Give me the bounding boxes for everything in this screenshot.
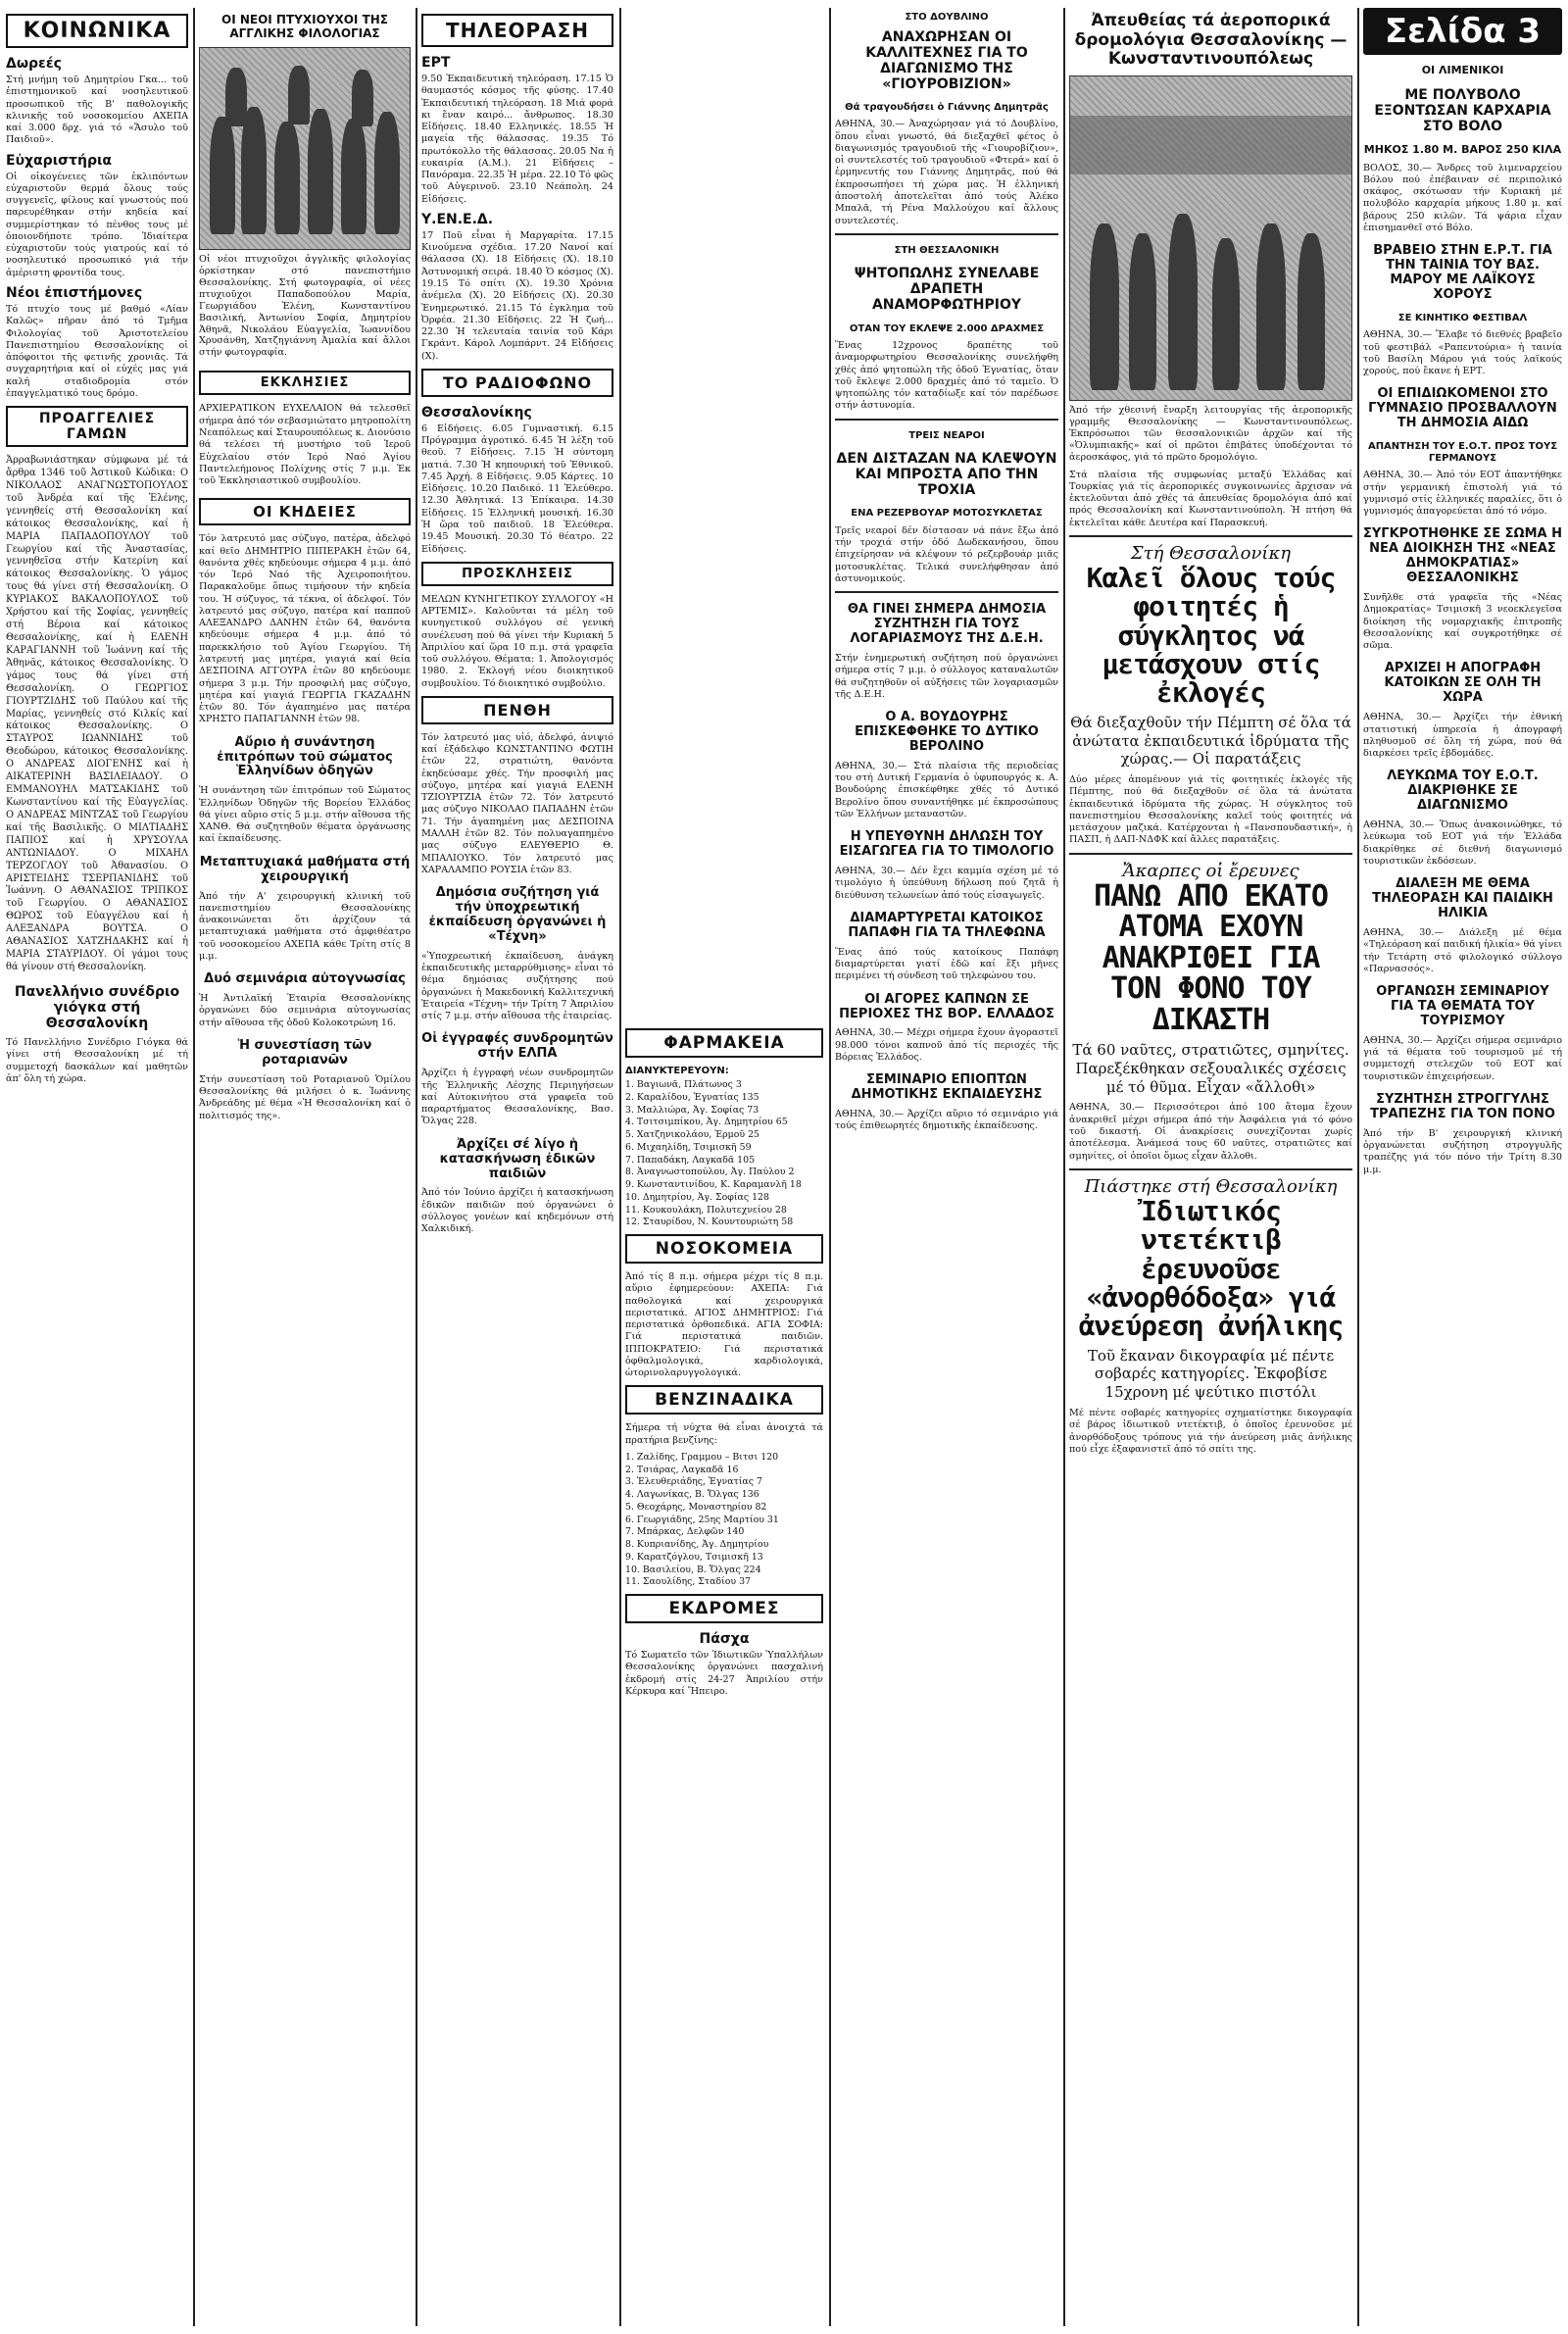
list-item: 6. Μιχαηλίδη, Τσιμισκῆ 59 — [625, 1141, 752, 1153]
students-subhead: Θά διεξαχθοῦν τήν Πέμπτη σέ ὅλα τά ἀνώτατα ἐκπαιδευτικά ἱδρύματα τῆς χώρας.— Οἱ παρατάξεις — [1070, 713, 1351, 769]
list-item: 8. Κυπριανίδης, Ἀγ. Δημητρίου — [625, 1539, 769, 1551]
tourism-text: ΑΘΗΝΑ, 30.— Ἀρχίζει σήμερα σεμινάριο γιά τά θέματα τοῦ τουρισμοῦ μέ τή συμμετοχή στελεχῶν τοῦ ΕΟΤ καί τουριστικῶν ἐπιχειρήσεων. — [1363, 1034, 1562, 1082]
tourism-headline: ΟΡΓΑΝΩΣΗ ΣΕΜΙΝΑΡΙΟΥ ΓΙΑ ΤΑ ΘΕΜΑΤΑ ΤΟΥ ΤΟΥΡΙΣΜΟΥ — [1376, 984, 1549, 1028]
surgery-text: Ἀπό τήν Α' χειρουργική κλινική τοῦ πανεπιστημίου Θεσσαλονίκης ἀνακοινώνεται ὅτι ἀρχίζουν τά μεταπτυχιακά μαθήματα στό ἀμφιθέατρο τοῦ νοσοκομείου ΑΧΕΠΑ κάθε Τρίτη στίς 8 μ.μ. — [199, 890, 411, 962]
students-text: Δύο μέρες ἀπομένουν γιά τίς φοιτητικές ἐκλογές τῆς Πέμπτης, πού θά διεξαχθοῦν σέ ὅλα τά ἀνώτατα ἐκπαιδευτικά ἱδρύματα τῆς χώρας. Ἡ σύγκλητος τοῦ πανεπιστημίου Θεσσαλονίκης καλεῖ τούς φοιτητές νά μετάσχουν μαζικά. Κατέρχονται ἡ «Πανσπουδαστική», ἡ ΠΑΣΠ, ἡ ΔΑΠ-ΝΔΦΚ καί ἄλλες παρατάξεις. — [1069, 774, 1352, 846]
section-title-pharmacies: ΦΑΡΜΑΚΕΙΑ — [625, 1028, 823, 1058]
list-item: 2. Καραλίδου, Ἐγνατίας 135 — [625, 1091, 760, 1103]
berlin-text: ΑΘΗΝΑ, 30.— Στά πλαίσια τῆς περιοδείας του στή Δυτική Γερμανία ὁ ὑφυπουργός κ. Α. Βουδούρης ἐπισκέφθηκε χθές τό Δυτικό Βερολίνο ὅπου συναντήθηκε μέ ἐκπροσώπους τῶν Ἑλλήνων μεταναστῶν. — [835, 760, 1058, 819]
yoga-headline: Πανελλήνιο συνέδριο γιόγκα στή Θεσσαλονίκη — [14, 983, 180, 1032]
detective-headline: Ἰδιωτικός ντετέκτιβ ἐρευνοῦσε «ἀνορθόδοξα» γιά ἀνεύρεση ἀνήλικης — [1078, 1194, 1344, 1343]
donations-text: Στή μνήμη τοῦ Δημητρίου Γκα... τοῦ ἐπιστημονικοῦ καί νοσηλευτικοῦ προσωπικοῦ τῆς Β' παθολογικῆς κλινικῆς τοῦ νοσοκομείου ΑΧΕΠΑ καί 3.000 δρχ. γιά τό «Ἄσυλο τοῦ Παιδιοῦ». — [6, 74, 188, 146]
yened-label: Υ.ΕΝ.Ε.Δ. — [421, 211, 494, 227]
column-rule — [416, 8, 417, 2326]
shark-size: ΜΗΚΟΣ 1.80 Μ. ΒΑΡΟΣ 250 ΚΙΛΑ — [1363, 142, 1562, 156]
list-item: 11. Σαουλίδης, Σταδίου 37 — [625, 1576, 751, 1588]
phones-headline: ΔΙΑΜΑΡΤΥΡΕΤΑΙ ΚΑΤΟΙΚΟΣ ΠΑΠΑΦΗ ΓΙΑ ΤΑ ΤΗΛΕΦΩΝΑ — [848, 910, 1046, 940]
inspectors-text: ΑΘΗΝΑ, 30.— Ἀρχίζει αὔριο τό σεμινάριο γιά τούς ἐπιθεωρητές δημοτικῆς ἐκπαίδευσης. — [835, 1109, 1058, 1132]
census-text: ΑΘΗΝΑ, 30.— Ἀρχίζει τήν ἐθνική στατιστική ὑπηρεσία ἡ ἀπογραφή πληθυσμοῦ σέ ὅλη τή χώρα, πού θά διαρκέσει τρεῖς ἑβδομάδες. — [1363, 712, 1562, 760]
nudism-headline: ΟΙ ΕΠΙΔΙΩΚΟΜΕΝΟΙ ΣΤΟ ΓΥΜΝΑΣΙΟ ΠΡΟΣΒΑΛΛΟΥΝ ΤΗ ΔΗΜΟΣΙΑ ΑΙΔΩ — [1368, 386, 1557, 431]
list-item: 8. Ἀναγνωστοπούλου, Ἀγ. Παύλου 2 — [625, 1167, 795, 1178]
weddings-text: Ἀρραβωνιάστηκαν σύμφωνα μέ τά ἄρθρα 1346 τοῦ Ἀστικοῦ Κώδικα: Ο ΝΙΚΟΛΑΟΣ ΑΝΑΓΝΩΣΤΟΠΟΥΛΟΣ τοῦ Ἀνδρέα καί τῆς Ἑλένης, γεννηθείς στή Θεσσαλονίκη καί κάτοικος Θεσσαλονίκης, καί ἡ ΜΑΡΙΑ ΠΑΠΑΔΟΠΟΥΛΟΥ τοῦ Γεωργίου καί τῆς Ἀναστασίας, γεννηθεῖσα στήν Κατερίνη καί κάτοικος Θεσσαλονίκης. Ὁ γάμος τους θά γίνει στή Θεσσαλονίκη. Ο ΚΥΡΙΑΚΟΣ ΒΑΚΑΛΟΠΟΥΛΟΣ τοῦ Χρήστου καί τῆς Σοφίας, γεννηθείς στή Βέροια καί κάτοικος Θεσσαλονίκης, καί ἡ ΕΛΕΝΗ ΚΑΡΑΓΙΑΝΝΗ τοῦ Ἰωάννη καί τῆς Ἀθηνᾶς, κάτοικος Θεσσαλονίκης. Ὁ γάμος τους θά γίνει στή Θεσσαλονίκη. Ο ΓΕΩΡΓΙΟΣ ΓΙΟΥΡΤΖΙΔΗΣ τοῦ Παύλου καί τῆς Μαρίας, γεννηθείς στό Κιλκίς καί κάτοικος Θεσσαλονίκης. Ο ΣΤΑΥΡΟΣ ΙΩΑΝΝΙΔΗΣ τοῦ Θεοδώρου, κάτοικος Θεσσαλονίκης. Ο ΑΝΔΡΕΑΣ ΔΙΟΓΕΝΗΣ καί ἡ ΑΙΚΑΤΕΡΙΝΗ ΒΑΣΙΛΕΙΑΔΟΥ. Ο ΕΜΜΑΝΟΥΗΛ ΜΑΤΣΑΚΙΔΗΣ τοῦ Κωνσταντίνου καί τῆς Εὐαγγελίας. Ο ΑΝΔΡΕΑΣ ΜΙΝΤΖΑΣ τοῦ Γεωργίου καί τῆς Βασιλικῆς. Ο ΜΙΛΤΙΑΔΗΣ ΠΑΠΙΟΣ καί ἡ ΧΡΥΣΟΥΛΑ ΑΝΤΩΝΙΑΔΟΥ. Ο ΜΙΧΑΗΛ ΤΕΡΖΟΓΛΟΥ τοῦ Ἀθανασίου. Ο ΑΡΙΣΤΕΙΔΗΣ ΤΣΕΡΠΑΝΙΔΗΣ τοῦ Ἰωάννη. Ο ΑΘΑΝΑΣΙΟΣ ΤΡΙΠΚΟΣ τοῦ Γεωργίου. Ο ΑΘΑΝΑΣΙΟΣ ΘΩΡΟΣ τοῦ Εὐαγγέλου καί ἡ ΑΛΕΞΑΝΔΡΑ ΒΟΥΤΣΑ. Ο ΑΘΑΝΑΣΙΟΣ ΧΑΤΖΗΔΑΚΗΣ καί ἡ ΜΑΡΙΑ ΣΤΑΥΡΙΔΟΥ. Οἱ γάμοι τους θά γίνουν στή Θεσσαλονίκη. — [6, 455, 188, 972]
nd-headline: ΣΥΓΚΡΟΤΗΘΗΚΕ ΣΕ ΣΩΜΑ Η ΝΕΑ ΔΙΟΙΚΗΣΗ ΤΗΣ «ΝΕΑΣ ΔΗΜΟΚΡΑΤΙΑΣ» ΘΕΣΣΑΛΟΝΙΚΗΣ — [1363, 526, 1562, 586]
gas-stations-intro: Σήμερα τή νύχτα θά εἶναι ἀνοιχτά τά πρατήρια βενζίνης: — [625, 1422, 823, 1446]
seminars-text: Ἡ Ἀντιλαϊκή Ἐταιρία Θεσσαλονίκης ὀργανώνει δύο σεμινάρια αὐτογνωσίας στήν αἴθουσα τῆς ὁδοῦ Κολοκοτρώνη 16. — [199, 993, 411, 1028]
dei-headline: ΘΑ ΓΙΝΕΙ ΣΗΜΕΡΑ ΔΗΜΟΣΙΑ ΣΥΖΗΤΗΣΗ ΓΙΑ ΤΟΥΣ ΛΟΓΑΡΙΑΣΜΟΥΣ ΤΗΣ Δ.Ε.Η. — [847, 602, 1047, 647]
pharmacies-intro: ΔΙΑΝΥΚΤΕΡΕΥΟΥΝ: — [625, 1066, 729, 1076]
judge-text: ΑΘΗΝΑ, 30.— Περισσότεροι ἀπό 100 ἄτομα ἔχουν ἀνακριθεῖ μέχρι σήμερα ἀπό τήν Ἀσφάλεια γιά τό φόνο τοῦ δικαστή. Οἱ ἀνακρίσεις συνεχίζονται χωρίς ἀποτέλεσμα. Ἀνάμεσά τους 60 ναῦτες, στρατιῶτες καί σμηνίτες, οἱ ὁποῖοι ὅμως εἶχαν ἄλλοθι. — [1069, 1102, 1352, 1162]
list-item: 7. Μπάρκας, Δελφῶν 140 — [625, 1526, 745, 1538]
dei-text: Στήν ἐνημερωτική συζήτηση πού ὀργανώνει σήμερα στίς 7 μ.μ. ὁ σύλλογος καταναλωτῶν θά συζητηθοῦν οἱ αὐξήσεις τῶν λογαριασμῶν τῆς Δ.Ε.Η. — [835, 653, 1058, 700]
column-right — [1363, 8, 1562, 2326]
list-item: 12. Σταυρίδου, Ν. Κουντουριώτη 58 — [625, 1217, 794, 1228]
declaration-text: ΑΘΗΝΑ, 30.— Δέν ἔχει καμμία σχέση μέ τό τιμολόγιο ἡ ὑπεύθυνη δήλωση πού ζητᾶ ἡ διεύθυνση τελωνείων ἀπό τούς εἰσαγωγεῖς. — [835, 866, 1058, 901]
theft-headline: ΔΕΝ ΔΙΣΤΑΖΑΝ ΝΑ ΚΛΕΨΟΥΝ ΚΑΙ ΜΠΡΟΣΤΑ ΑΠΟ ΤΗΝ ΤΡΟΧΙΑ — [836, 451, 1057, 499]
guides-headline: Αὔριο ἡ συνάντηση ἐπιτρόπων τοῦ σώματος Ἑλληνίδων ὁδηγῶν — [217, 734, 393, 779]
surgery-headline: Μεταπτυχιακά μαθήματα στή χειρουργική — [199, 854, 411, 884]
list-item: 4. Λαγωνίκας, Β. Ὄλγας 136 — [625, 1489, 760, 1501]
guides-text: Ἡ συνάντηση τῶν ἐπιτρόπων τοῦ Σώματος Ἑλληνίδων Ὁδηγῶν τῆς Βορείου Ἑλλάδος θά γίνει αὔριο στίς 5 μ.μ. στήν αἴθουσα τῆς ΧΑΝΘ. Θά συζητηθοῦν θέματα ὀργάνωσης καί ἐκπαίδευσης. — [199, 785, 411, 845]
column-news — [835, 8, 1058, 2326]
column-graduates — [199, 8, 411, 2326]
rotary-headline: Ἡ συνεστίαση τῶν ροταριανῶν — [237, 1037, 372, 1068]
column-rule — [193, 8, 195, 2326]
nudism-text: ΑΘΗΝΑ, 30.— Ἀπό τόν ΕΟΤ ἀπαντήθηκε στήν γερμανική ἐπιστολή γιά τό γυμνισμό στίς ἑλληνικές παραλίες, ὅτι ὁ γυμνισμός ἀπαγορεύεται ἀπό τό νόμο. — [1363, 470, 1562, 518]
award-headline: ΒΡΑΒΕΙΟ ΣΤΗΝ Ε.Ρ.Τ. ΓΙΑ ΤΗΝ ΤΑΙΝΙΑ ΤΟΥ ΒΑΣ. ΜΑΡΟΥ ΜΕ ΛΑΪΚΟΥΣ ΧΟΡΟΥΣ — [1373, 243, 1552, 302]
nudism-subhead: ΑΠΑΝΤΗΣΗ ΤΟΥ Ε.Ο.Τ. ΠΡΟΣ ΤΟΥΣ ΓΕΡΜΑΝΟΥΣ — [1367, 441, 1558, 464]
list-item: 5. Θεοχάρης, Μοναστηρίου 82 — [625, 1501, 767, 1513]
list-item: 9. Καρατζόγλου, Τσιμισκῆ 13 — [625, 1551, 763, 1563]
section-title-funerals: ΟΙ ΚΗΔΕΙΕΣ — [199, 498, 411, 525]
theft-label: ΤΡΕΙΣ ΝΕΑΡΟΙ — [908, 429, 985, 441]
theft-subhead: ΕΝΑ ΡΕΖΕΡΒΟΥΑΡ ΜΟΤΟΣΥΚΛΕΤΑΣ — [851, 508, 1043, 520]
shark-text: ΒΟΛΟΣ, 30.— Ἄνδρες τοῦ λιμεναρχείου Βόλου πού ἐπέβαιναν σέ περιπολικό σκάφος, σκότωσαν τήν Κυριακή μέ πολυβόλο καρχαρία μήκους 1.80 μ. καί βάρους 250 κιλῶν. Τά ψάρια εἶχαν ἐπισημανθεῖ στό Βόλο. — [1363, 162, 1562, 233]
album-text: ΑΘΗΝΑ, 30.— Ὅπως ἀνακοινώθηκε, τό λεύκωμα τοῦ ΕΟΤ γιά τήν Ἑλλάδα διακρίθηκε σέ διεθνή διαγωνισμό τουριστικῶν ἐκδόσεων. — [1363, 819, 1562, 867]
judge-headline: ΠΑΝΩ ΑΠΟ ΕΚΑΤΟ ΑΤΟΜΑ ΕΧΟΥΝ ΑΝΑΚΡΙΘΕΙ ΓΙΑ ΤΟΝ ΦΟΝΟ ΤΟΥ ΔΙΚΑΣΤΗ — [1094, 878, 1328, 1037]
judge-subhead: Τά 60 ναῦτες, στρατιῶτες, σμηνίτες. Παρεξέκθηκαν σεξουαλικές σχέσεις μέ τό θῦμα. Εἶχαν «ἄλλοθι» — [1072, 1041, 1349, 1096]
section-title-gas-stations: ΒΕΝΖΙΝΑΔΙΚΑ — [625, 1385, 823, 1415]
graduates-photo — [199, 47, 411, 250]
lecture-headline: ΔΙΑΛΕΞΗ ΜΕ ΘΕΜΑ ΤΗΛΕΟΡΑΣΗ ΚΑΙ ΠΑΙΔΙΚΗ ΗΛΙΚΙΑ — [1372, 876, 1553, 921]
phones-text: Ἕνας ἀπό τούς κατοίκους Παπάφη διαμαρτύρεται γιατί ἐδῶ καί ἕξι μῆνες περιμένει τή σύνδεση τοῦ τηλεφώνου του. — [835, 946, 1058, 982]
list-item: 7. Παπαδάκη, Λαγκαδᾶ 105 — [625, 1154, 756, 1166]
shark-label: ΟΙ ΛΙΜΕΝΙΚΟΙ — [1421, 64, 1504, 76]
detective-subhead: Τοῦ ἔκαναν δικογραφία μέ πέντε σοβαρές κατηγορίες. Ἐκφοβίσε 15χρονη μέ ψεύτικο πιστόλι — [1087, 1346, 1335, 1402]
column-rule — [619, 8, 621, 2326]
list-item: 10. Βασιλείου, Β. Ὄλγας 224 — [625, 1564, 761, 1575]
eurovision-label: ΣΤΟ ΔΟΥΒΛΙΝΟ — [905, 12, 989, 23]
declaration-headline: Η ΥΠΕΥΘΥΝΗ ΔΗΛΩΣΗ ΤΟΥ ΕΙΣΑΓΩΓΕΑ ΓΙΑ ΤΟ ΤΙΜΟΛΟΓΙΟ — [839, 829, 1054, 860]
eurovision-text: ΑΘΗΝΑ, 30.— Ἀναχώρησαν γιά τό Δουβλίνο, ὅπου εἶναι γνωστό, θά διεξαχθεῖ φέτος ὁ διαγωνισμός τραγουδιοῦ τῆς «Γιουροβίζιον», οἱ συντελεστές τοῦ τραγουδιοῦ «Φτερά» καί ὁ ἑρμηνευτής του Γιάννης Δημητρᾶς, πού θά ἐκπροσωπήσει τή χώρα μας. Ἡ ἑλληνική ἀποστολή ἀποτελεῖται ἀπό τούς Ἀλέκο Μπαλᾶ, τή Ρένα Μαλλούχου καί ἄλλους συντελεστές. — [835, 119, 1058, 226]
list-item: 5. Χατζηνικολάου, Ἑρμοῦ 25 — [625, 1129, 760, 1140]
tobacco-text: ΑΘΗΝΑ, 30.— Μέχρι σήμερα ἔχουν ἀγοραστεῖ 98.000 τόνοι καπνοῦ ἀπό τίς περιοχές τῆς Βόρειας Ἑλλάδος. — [835, 1027, 1058, 1064]
flights-headline: Ἀπευθείας τά ἀεροπορικά δρομολόγια Θεσσαλονίκης — Κωνσταντινουπόλεως — [1074, 11, 1348, 70]
list-item: 9. Κωνσταντινίδου, Κ. Καραμανλῆ 18 — [625, 1179, 802, 1190]
heading-thanks: Εὐχαριστήρια — [6, 152, 113, 169]
gas-station-list — [625, 1452, 823, 1588]
ert-label: ΕΡΤ — [421, 55, 451, 71]
arrest-label: ΣΤΗ ΘΕΣΣΑΛΟΝΙΚΗ — [894, 244, 1000, 256]
students-label: Στή Θεσσαλονίκη — [1130, 542, 1292, 564]
judge-label: Ἄκαρπες οἱ ἔρευνες — [1122, 860, 1299, 881]
section-title-mourning: ΠΕΝΘΗ — [421, 696, 613, 724]
column-tv — [421, 8, 613, 2326]
elpa-text: Ἀρχίζει ἡ ἐγγραφή νέων συνδρομητῶν τῆς Ἑλληνικῆς Λέσχης Περιηγήσεων καί Αὐτοκινήτου στά γραφεῖα τοῦ παραρτήματος Θεσσαλονίκης, Βασ. Ὄλγας 228. — [421, 1068, 613, 1127]
ert-schedule: 9.50 Ἐκπαιδευτική τηλεόραση. 17.15 Ὁ θαυμαστός κόσμος τῆς φύσης. 17.40 Ἐκπαιδευτική τηλεόραση. 18 Μιά φορά κι ἕναν καιρό... ἄνθρωπος. 18.30 Εἰδήσεις. 18.40 Ελληνικές. 18.55 Ἡ μαγεία τῆς θάλασσας. 19.35 Τό πρωτόκολλο τῆς θάλασσας. 20.05 Να ἡ ευκαιρία (Α.Μ.). 21 Εἰδήσεις – Πανόραμα. 22.35 Ἡ μέρα. 22.10 Τό φῶς τοῦ Αὐγερινοῦ. 23.10 Νεάπολη. 24 Εἰδήσεις. — [421, 74, 613, 205]
column-rule — [1063, 8, 1065, 2326]
flights-text: Στά πλαίσια τῆς συμφωνίας μεταξύ Ἑλλάδας καί Τουρκίας γιά τίς ἀεροπορικές συγκοινωνίες ἄρχισαν νά ἐκτελοῦνται ἀπό χθές τά ἀπευθείας δρομολόγια ἀπό καί πρός Θεσσαλονίκη καί Κωνσταντινούπολη. Ἡ πτήση θά ἐκτελεῖται κάθε Δευτέρα καί Παρασκευή. — [1069, 469, 1352, 528]
flights-photo — [1069, 75, 1352, 401]
section-title-social: ΚΟΙΝΩΝΙΚΑ — [6, 14, 188, 48]
excursions-text: Τό Σωματεῖο τῶν Ἰδιωτικῶν Ὑπαλλήλων Θεσσαλονίκης ὀργανώνει πασχαλινή ἐκδρομή στίς 24-27 Ἀπριλίου στήν Κέρκυρα καί Ἤπειρο. — [625, 1650, 823, 1697]
list-item: 3. Ἐλευθεριάδης, Ἐγνατίας 7 — [625, 1476, 762, 1488]
arrest-headline: ΨΗΤΟΠΩΛΗΣ ΣΥΝΕΛΑΒΕ ΔΡΑΠΕΤΗ ΑΝΑΜΟΡΦΩΤΗΡΙΟΥ — [854, 266, 1040, 314]
graduates-headline: ΟΙ ΝΕΟΙ ΠΤΥΧΙΟΥΧΟΙ ΤΗΣ ΑΓΓΛΙΚΗΣ ΦΙΛΟΛΟΓΙΑΣ — [221, 13, 388, 40]
award-subhead: ΣΕ ΚΙΝΗΤΙΚΟ ΦΕΣΤΙΒΑΛ — [1397, 312, 1528, 323]
new-scientists-text: Τό πτυχίο τους μέ βαθμό «Λίαν Καλῶς» πῆραν ἀπό τό Τμῆμα Φιλολογίας τοῦ Ἀριστοτελείου Πανεπιστημίου Θεσσαλονίκης οἱ ἀπόφοιτοι τῆς φετινῆς χρονιᾶς. Τά συγχαρητήρια καί οἱ εὐχές μας γιά καλή σταδιοδρομία στόν ἐπαγγελματικό τους δρόμο. — [6, 303, 188, 399]
pain-text: Ἀπό τήν Β' χειρουργική κλινική ὀργανώνεται συζήτηση στρογγυλῆς τραπέζης γιά τόν πόνο τήν Τρίτη 8.30 μ.μ. — [1363, 1127, 1562, 1175]
list-item: 10. Δημητρίου, Ἀγ. Σοφίας 128 — [625, 1191, 769, 1203]
lecture-text: ΑΘΗΝΑ, 30.— Διάλεξη μέ θέμα «Τηλεόραση καί παιδική ἡλικία» θά γίνει τήν Τετάρτη στό φιλολογικό σύλλογο «Παρνασσός». — [1363, 926, 1562, 974]
invitations-text: ΜΕΛΩΝ ΚΥΝΗΓΕΤΙΚΟΥ ΣΥΛΛΟΓΟΥ «Η ΑΡΤΕΜΙΣ». Καλοῦνται τά μέλη τοῦ κυνηγετικοῦ συλλόγου σέ γενική συνέλευση πού θά γίνει τήν Κυριακή 5 Ἀπριλίου καί ὥρα 10 π.μ. στά γραφεῖα τοῦ συλλόγου. Θέματα: 1. Ἀπολογισμός 1980. 2. Ἐκλογή νέου διοικητικοῦ συμβουλίου. Τό διοικητικό συμβούλιο. — [421, 593, 613, 689]
list-item: 3. Μαλλιώρα, Ἀγ. Σοφίας 73 — [625, 1104, 760, 1116]
mourning-text: Τόν λατρευτό μας υἱό, ἀδελφό, ἀνιψιό καί ἐξάδελφο ΚΩΝΣΤΑΝΤΙΝΟ ΦΩΤΙΗ ἐτῶν 22, στρατιώτη, θανόντα ἐκηδεύσαμε χθές. Τήν προσφιλή μας σύζυγο, μητέρα καί γιαγιά ΕΛΕΝΗ ΤΖΙΟΥΡΤΖΙΑ ἐτῶν 72. Τόν λατρευτό μας σύζυγο ΝΙΚΟΛΑΟ ΠΑΠΑΔΗΝ ἐτῶν 71. Τήν ἀγαπημένη μας ΔΕΣΠΟΙΝΑ ΜΑΛΛΗ ἐτῶν 82. Τόν πολυαγαπημένο μας σύζυγο ΕΛΕΥΘΕΡΙΟ Θ. ΜΠΑΛΙΟΥΚΟ. Τόν λατρευτό μας ΧΑΡΑΛΑΜΠΟ ΡΟΥΣΙΑ ἐτῶν 83. — [421, 731, 613, 875]
thanks-text: Οἱ οἰκογένειες τῶν ἐκλιπόντων εὐχαριστοῦν θερμά ὅλους τούς συγγενεῖς, φίλους καί γνωστούς πού παρευρέθηκαν στήν κηδεία καί συμμερίστηκαν τό πένθος τους μέ ὁποιονδήποτε τρόπο. Ἰδιαίτερα εὐχαριστοῦν τούς γιατρούς καί τό νοσηλευτικό προσωπικό γιά τήν ἀμέριστη φροντίδα τους. — [6, 171, 188, 278]
column-main — [1069, 8, 1352, 2326]
heading-new-scientists: Νέοι ἐπιστήμονες — [6, 284, 143, 301]
arrest-text: Ἕνας 12χρονος δραπέτης τοῦ ἀναμορφωτηρίου Θεσσαλονίκης συνελήφθη χθές ἀπό ψητοπώλη τῆς ὁδοῦ Ἐγνατίας, ὅταν τοῦ ἔκλεψε 2.000 δραχμές ἀπό τό ταμεῖο. Ὁ ψητοπώλης τόν καταδίωξε καί τόν παρέδωσε στήν ἀστυνομία. — [835, 340, 1058, 412]
funerals-text: Τόν λατρευτό μας σύζυγο, πατέρα, ἀδελφό καί θεῖο ΔΗΜΗΤΡΙΟ ΠΙΠΕΡΑΚΗ ἐτῶν 64, θανόντα χθές κηδεύουμε σήμερα 4 μ.μ. ἀπό τόν Ἱερό Ναό τῆς Ἀχειροποιήτου. Παρακαλοῦμε ὅπως τιμήσουν τήν κηδεία του. Ἡ σύζυγος, τά τέκνα, οἱ ἀδελφοί. Τόν λατρευτό μας σύζυγο, πατέρα καί παπποῦ ΑΛΕΞΑΝΔΡΟ ΔΑΝΗΝ ἐτῶν 64, θανόντα κηδεύουμε σήμερα 4 μ.μ. ἀπό τό παρεκκλήσιο τοῦ Ἁγίου Γεωργίου. Τή λατρευτή μας μητέρα, γιαγιά καί θεία ΔΕΣΠΟΙΝΑ ΑΓΓΟΥΡΑ ἐτῶν 80 κηδεύουμε σήμερα 3 μ.μ. Τήν προσφιλή μας σύζυγο, μητέρα καί γιαγιά ΓΕΩΡΓΙΑ ΓΚΑΖΑΔΗΝ ἐτῶν 80. Τόν ἀγαπημένο μας πατέρα ΧΡΗΣΤΟ ΠΑΠΑΓΙΑΝΝΗ ἐτῶν 98. — [199, 533, 411, 725]
theft-text: Τρεῖς νεαροί δέν δίστασαν νά πάνε ἔξω ἀπό τήν τροχιά στήν ὁδό Δωδεκανήσου, ὅπου ἐπιχείρησαν νά κλέψουν τό ρεζερβουάρ μιᾶς μοτοσυκλέτας. Τελικά συνελήφθησαν ἀπό ἀστυνομικούς. — [835, 524, 1058, 584]
students-headline: Καλεῖ ὅλους τούς φοιτητές ἡ σύγκλητος νά μετάσχουν στίς ἐκλογές — [1086, 561, 1336, 710]
rotary-text: Στήν συνεστίαση τοῦ Ροταριανοῦ Ὁμίλου Θεσσαλονίκης θά μιλήσει ὁ κ. Ἰωάννης Ἀνδρεάδης μέ θέμα «Ἡ Θεσσαλονίκη καί ὁ πολιτισμός της». — [199, 1073, 411, 1121]
award-text: ΑΘΗΝΑ, 30.— Ἔλαβε τό διεθνές βραβεῖο τοῦ φεστιβάλ «Ραπεντούρια» ἡ ταινία τοῦ Βασίλη Μάρου γιά τούς λαϊκούς χορούς, πού ἔκανε ἡ ΕΡΤ. — [1363, 329, 1562, 377]
section-title-churches: ΕΚΚΛΗΣΙΕΣ — [199, 371, 411, 395]
graduates-caption: Οἱ νέοι πτυχιοῦχοι ἀγγλικῆς φιλολογίας ὁρκίστηκαν στό πανεπιστήμιο Θεσσαλονίκης. Στή φωτογραφία, οἱ νέες πτυχιοῦχοι Παπαδοπούλου Μαρία, Γεωργιάδου Ἑλένη, Κωνσταντίνου Βασιλική, Ἀντωνίου Σοφία, Δημητρίου Ἀθηνᾶ, Νικολάου Εὐαγγελία, Ἰωαννίδου Χρυσάνθη, Χατζηγιάννη Ἀμαλία καί ἄλλοι στήν φωτογραφία. — [199, 253, 411, 359]
pain-headline: ΣΥΖΗΤΗΣΗ ΣΤΡΟΓΓΥΛΗΣ ΤΡΑΠΕΖΗΣ ΓΙΑ ΤΟΝ ΠΟΝΟ — [1370, 1091, 1555, 1121]
tobacco-headline: ΟΙ ΑΓΟΡΕΣ ΚΑΠΝΩΝ ΣΕ ΠΕΡΙΟΧΕΣ ΤΗΣ ΒΟΡ. ΕΛΛΑΔΟΣ — [839, 991, 1054, 1021]
debate-text: «Ὑποχρεωτική ἐκπαίδευση, ἀνάγκη ἐκπαιδευτικῆς μεταρρύθμισης» εἶναι τό θέμα δημόσιας συζήτησης πού ὀργανώνει ἡ Μακεδονική Καλλιτεχνική Ἑταιρεία «Τέχνη» τήν Τρίτη 7 Ἀπριλίου στίς 7 μ.μ. στήν αἴθουσα τῆς ἑταιρείας. — [421, 950, 613, 1022]
column-social — [6, 8, 188, 2326]
eurovision-headline: ΑΝΑΧΩΡΗΣΑΝ ΟΙ ΚΑΛΛΙΤΕΧΝΕΣ ΓΙΑ ΤΟ ΔΙΑΓΩΝΙΣΜΟ ΤΗΣ «ΓΙΟΥΡΟΒΙΖΙΟΝ» — [865, 28, 1028, 92]
album-headline: ΛΕΥΚΩΜΑ ΤΟΥ Ε.Ο.Τ. ΔΙΑΚΡΙΘΗΚΕ ΣΕ ΔΙΑΓΩΝΙΣΜΟ — [1387, 769, 1539, 814]
detective-label: Πιάστηκε στή Θεσσαλονίκη — [1084, 1175, 1338, 1197]
yoga-text: Τό Πανελλήνιο Συνέδριο Γιόγκα θά γίνει στή Θεσσαλονίκη μέ τή συμμετοχή δασκάλων καί μαθητῶν ἀπ' ὅλη τή χώρα. — [6, 1037, 188, 1084]
column-rule — [829, 8, 831, 2326]
section-title-tv: ΤΗΛΕΟΡΑΣΗ — [421, 14, 613, 47]
list-item: 1. Ζαλίδης, Γραμμου – Βιτσι 120 — [625, 1451, 779, 1463]
radio-label: Θεσσαλονίκης — [421, 404, 532, 421]
excursions-heading: Πάσχα — [699, 1631, 750, 1648]
section-title-invitations: ΠΡΟΣΚΛΗΣΕΙΣ — [421, 562, 613, 586]
berlin-headline: Ο Α. ΒΟΥΔΟΥΡΗΣ ΕΠΙΣΚΕΦΘΗΚΕ ΤΟ ΔΥΤΙΚΟ ΒΕΡΟΛΙΝΟ — [855, 710, 1039, 754]
list-item: 4. Τσιτσιμπίκου, Ἀγ. Δημητρίου 65 — [625, 1117, 788, 1128]
heading-donations: Δωρεές — [6, 56, 62, 72]
camp-headline: Ἀρχίζει σέ λίγο ἡ κατασκήνωση ἐδικῶν παιδιῶν — [439, 1136, 596, 1181]
list-item: 2. Τσιάρας, Λαγκαδᾶ 16 — [625, 1464, 739, 1475]
column-rule — [1357, 8, 1359, 2326]
inspectors-headline: ΣΕΜΙΝΑΡΙΟ ΕΠΙΟΠΤΩΝ ΔΗΜΟΤΙΚΗΣ ΕΚΠΑΙΔΕΥΣΗΣ — [851, 1072, 1043, 1103]
camp-text: Ἀπό τόν Ἰούνιο ἀρχίζει ἡ κατασκήνωση ἐδικῶν παιδιῶν πού ὀργανώνει ὁ σύλλογος γονέων καί κηδεμόνων στή Χαλκιδική. — [421, 1187, 613, 1235]
list-item: 11. Κουκουλάκη, Πολυτεχνείου 28 — [625, 1204, 787, 1216]
arrest-subhead: ΟΤΑΝ ΤΟΥ ΕΚΛΕΨΕ 2.000 ΔΡΑΧΜΕΣ — [849, 323, 1045, 334]
debate-headline: Δημόσια συζήτηση γιά τήν ὑποχρεωτική ἐκπαίδευση ὀργανώνει ἡ «Τέχνη» — [428, 885, 607, 944]
section-title-radio: ΤΟ ΡΑΔΙΟΦΩΝΟ — [421, 369, 613, 397]
pharmacy-list — [625, 1079, 823, 1228]
census-headline: ΑΡΧΙΖΕΙ Η ΑΠΟΓΡΑΦΗ ΚΑΤΟΙΚΩΝ ΣΕ ΟΛΗ ΤΗ ΧΩΡΑ — [1384, 661, 1542, 706]
list-item: 6. Γεωργιάδης, 25ης Μαρτίου 31 — [625, 1514, 779, 1525]
section-title-hospitals: ΝΟΣΟΚΟΜΕΙΑ — [625, 1234, 823, 1264]
yened-schedule: 17 Ποῦ εἶναι ἡ Μαργαρίτα. 17.15 Κινούμενα σχέδια. 17.20 Νανοί καί θάλασσα (Χ). 18 Εἰδήσεις (Χ). 18.10 Ἀστυνομική σειρά. 18.40 Ὁ κόσμος (Χ). 19.15 Τό σπίτι (Χ). 19.30 Χρόνια ἀνέμελα (Χ). 20 Εἰδήσεις (Χ). 20.30 Ἐνημερωτικό. 21.15 Τό ἐγκλημα τοῦ Ὀρφέα. 21.30 Εἰδήσεις. 22 Ἡ ζωή... 22.30 Ἡ τελευταία ταινία τοῦ Κάρι Γκράντ. Κάρολ Λομπάρντ. 24 Εἰδήσεις (Χ). — [421, 229, 613, 362]
flights-caption: Ἀπό τήν χθεσινή ἔναρξη λειτουργίας τῆς ἀεροπορικῆς γραμμῆς Θεσσαλονίκης — Κωνσταντινουπόλεως. Ἐκπρόσωποι τῶν θεσσαλονικιῶν ἀρχῶν καί τῆς «Ὀλυμπιακῆς» καί οἱ πρῶτοι ἐπιβάτες ὑποδέχονται τό ἀεροσκάφος, γιά τό πρῶτο δρομολόγιο. — [1069, 404, 1352, 463]
eurovision-byline: Θά τραγουδήσει ὁ Γιάννης Δημητρᾶς — [845, 101, 1049, 113]
seminars-headline: Δυό σεμινάρια αὐτογνωσίας — [204, 971, 406, 987]
radio-schedule: 6 Εἰδήσεις. 6.05 Γυμναστική. 6.15 Πρόγραμμα ἀγροτικό. 6.45 Ἡ λέξη τοῦ θεοῦ. 7 Εἰδήσεις. 7.15 Ἡ σύντομη ματιά. 7.30 Ἡ κηπουρική τοῦ Ἐθνικοῦ. 7.45 Ἀρχή. 8 Εἰδήσεις. 9.05 Κάρτες. 10 Εἰδήσεις. 10.20 Παιδικό. 11 Ἐλεύθερο. 12.30 Ἀθλητικά. 13 Ἐπίκαιρα. 14.30 Εἰδήσεις. 15 Ἐλληνική μουσική. 16.30 Ἡ ὥρα τοῦ παιδιοῦ. 18 Ἐλεύθερα. 19.45 Μουσική. 20.30 Τό θέατρο. 22 Εἰδήσεις. — [421, 422, 613, 555]
nd-text: Συνῆλθε στά γραφεῖα τῆς «Νέας Δημοκρατίας» Τσιμισκῆ 3 νεοεκλεγεῖσα διοίκηση τῆς νομαρχιακῆς ἐπιτροπῆς Θεσσαλονίκης καί συγκροτήθηκε σέ σῶμα. — [1363, 592, 1562, 652]
hospitals-text: Ἀπό τίς 8 π.μ. σήμερα μέχρι τίς 8 π.μ. αὔριο ἐφημερεύουν: ΑΧΕΠΑ: Γιά παθολογικά καί χειρουργικά περιστατικά. ΑΓΙΟΣ ΔΗΜΗΤΡΙΟΣ: Γιά περιστατικά ὀρθοπεδικά. ΑΓΙΑ ΣΟΦΙΑ: Γιά περιστατικά παιδιῶν. ΙΠΠΟΚΡΑΤΕΙΟ: Γιά περιστατικά ὀφθαλμολογικά, καρδιολογικά, ὠτορινολαρυγγολογικά. — [625, 1271, 823, 1379]
list-item: 1. Βαγιωνᾶ, Πλάτωνος 3 — [625, 1079, 742, 1090]
shark-headline: ΜΕ ΠΟΛΥΒΟΛΟ ΕΞΟΝΤΩΣΑΝ ΚΑΡΧΑΡΙΑ ΣΤΟ ΒΟΛΟ — [1374, 86, 1551, 134]
page-number: Σελίδα 3 — [1363, 8, 1562, 55]
column-services — [625, 8, 823, 2326]
churches-text: ΑΡΧΙΕΡΑΤΙΚΟΝ ΕΥΧΕΛΑΙΟΝ θά τελεσθεῖ σήμερα ἀπό τόν σεβασμιώτατο μητροπολίτη Νεαπόλεως καί Σταυρουπόλεως κ. Διονύσιο θά τελέσει τή μυστήριο τοῦ Ἱεροῦ Εὐχελαίου στόν Ἱερό Ναό Ἁγίου Παντελεήμονος Πολίχνης στίς 7 μ.μ. Ἐκ τοῦ Ἐκκλησιαστικοῦ συμβουλίου. — [199, 403, 411, 487]
section-title-weddings: ΠΡΟΑΓΓΕΛΙΕΣ ΓΑΜΩΝ — [6, 406, 188, 447]
elpa-headline: Οἱ ἐγγραφές συνδρομητῶν στήν ΕΛΠΑ — [421, 1031, 613, 1062]
section-title-excursions: ΕΚΔΡΟΜΕΣ — [625, 1594, 823, 1623]
detective-text: Μέ πέντε σοβαρές κατηγορίες σχηματίστηκε δικογραφία σέ βάρος ἰδιωτικοῦ ντετέκτιβ, ὁ ὁποῖος ἐρευνοῦσε μέ ἀνορθόδοξους τρόπους γιά τήν ἀνεύρεση μιᾶς ἀνήλικης πού εἶχε ἐξαφανιστεῖ ἀπό τό σπίτι της. — [1069, 1407, 1352, 1455]
